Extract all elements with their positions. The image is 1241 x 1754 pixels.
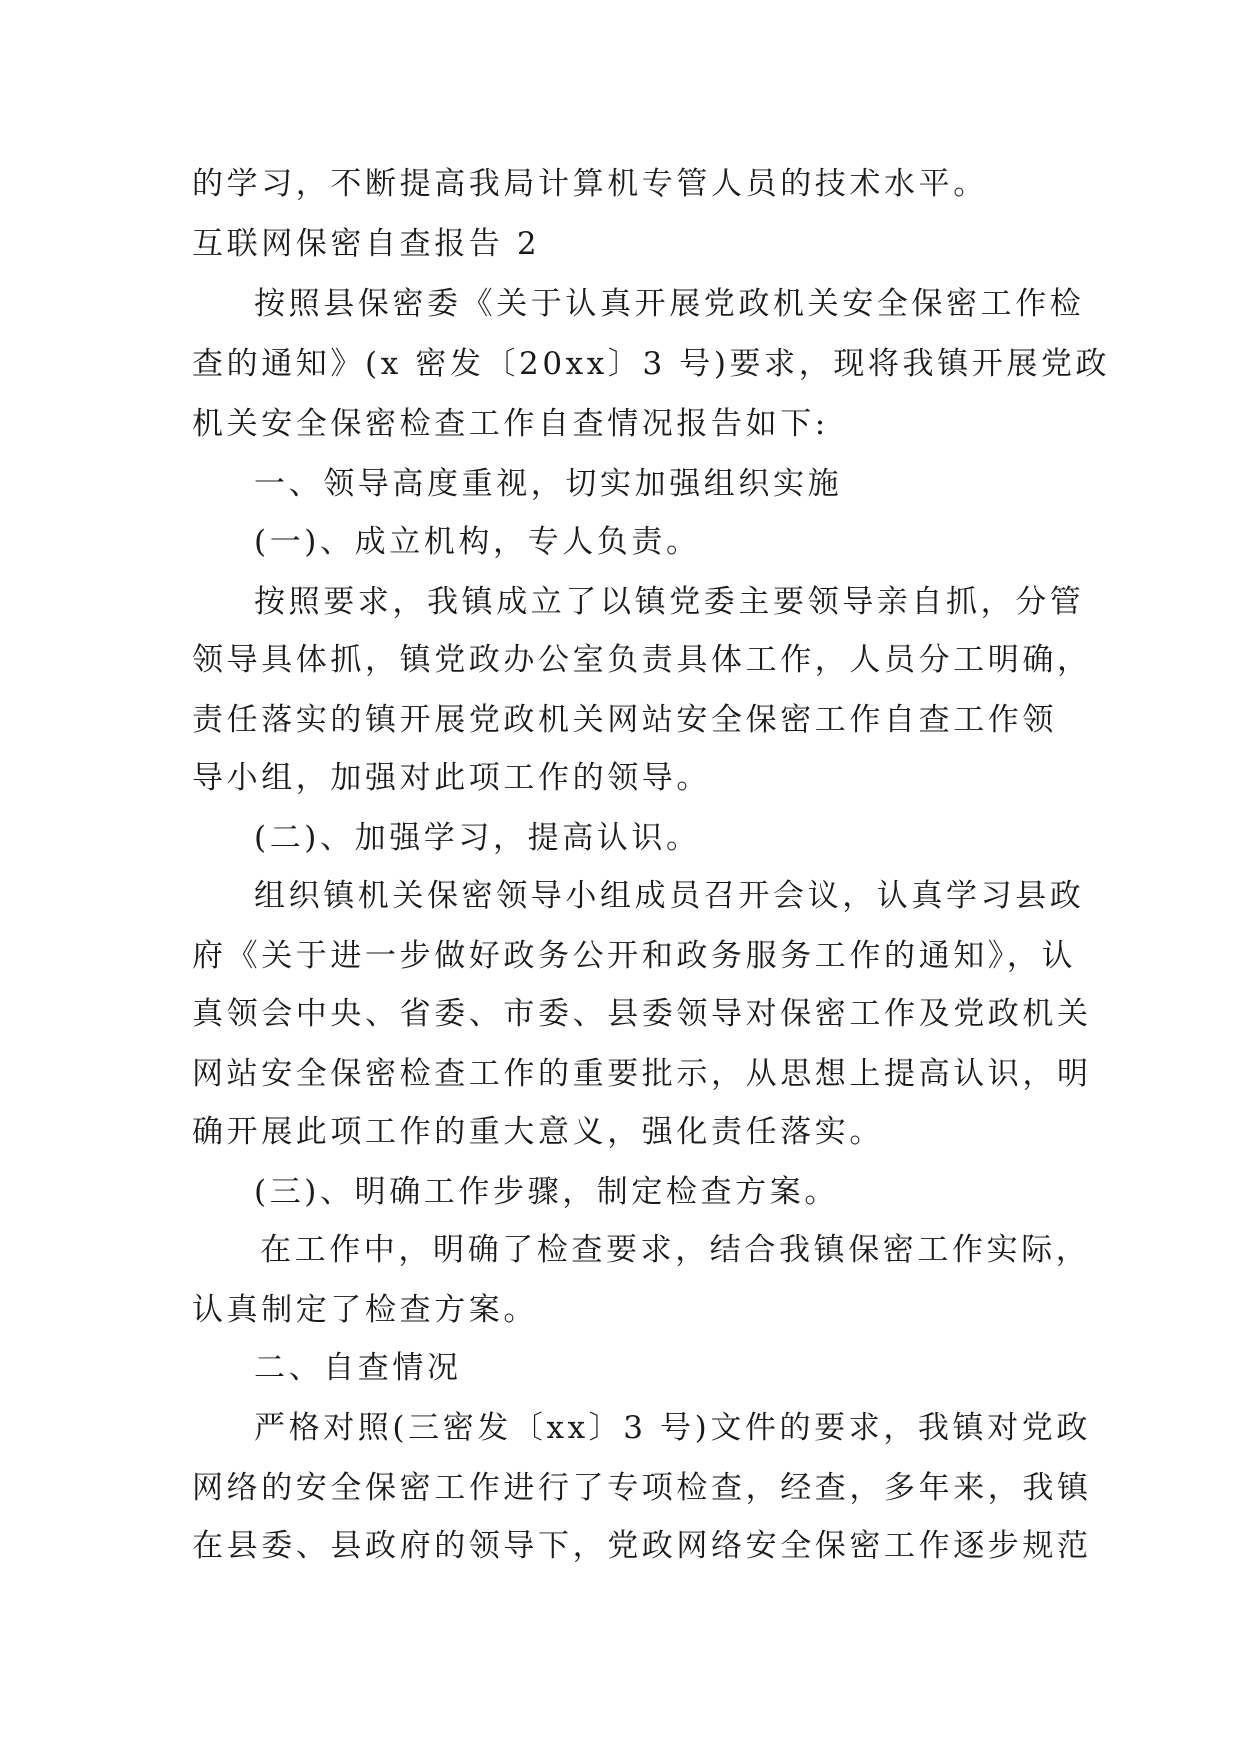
text-line: 府《关于进一步做好政务公开和政务服务工作的通知》，认 [192,938,1077,974]
text-line: 确开展此项工作的重大意义，强化责任落实。 [192,1114,884,1150]
text-line: 按照县保密委《关于认真开展党政机关安全保密工作检 [254,286,1085,322]
text-line: 查的通知》(x 密发〔20xx〕3 号)要求，现将我镇开展党政 [192,346,1111,382]
text-line: 认真制定了检查方案。 [192,1292,538,1328]
text-line: 在县委、县政府的领导下，党政网络安全保密工作逐步规范 [192,1528,1092,1564]
subheading: 二、自查情况 [254,1350,462,1386]
text-line: 组织镇机关保密领导小组成员召开会议，认真学习县政 [254,878,1085,914]
subheading: (二)、加强学习，提高认识。 [254,820,701,856]
text-line: 严格对照(三密发〔xx〕3 号)文件的要求，我镇对党政 [254,1410,1091,1446]
text-line: 责任落实的镇开展党政机关网站安全保密工作自查工作领 [192,702,1057,738]
text-line: 真领会中央、省委、市委、县委领导对保密工作及党政机关 [192,996,1092,1032]
text-line: 导小组，加强对此项工作的领导。 [192,760,711,796]
text-line: 在工作中，明确了检查要求，结合我镇保密工作实际， [260,1232,1091,1268]
subheading: (三)、明确工作步骤，制定检查方案。 [254,1174,839,1210]
text-line: 网络的安全保密工作进行了专项检查，经查，多年来，我镇 [192,1470,1092,1506]
section-heading: 互联网保密自查报告 2 [192,226,541,262]
text-line: 机关安全保密检查工作自查情况报告如下: [192,406,829,442]
subheading: 一、领导高度重视，切实加强组织实施 [254,466,843,502]
text-line: 领导具体抓，镇党政办公室负责具体工作，人员分工明确， [192,642,1092,678]
text-line: 的学习，不断提高我局计算机专管人员的技术水平。 [192,166,988,202]
subheading: (一)、成立机构，专人负责。 [254,524,701,560]
text-line: 网站安全保密检查工作的重要批示，从思想上提高认识，明 [192,1056,1092,1092]
text-line: 按照要求，我镇成立了以镇党委主要领导亲自抓，分管 [254,584,1085,620]
